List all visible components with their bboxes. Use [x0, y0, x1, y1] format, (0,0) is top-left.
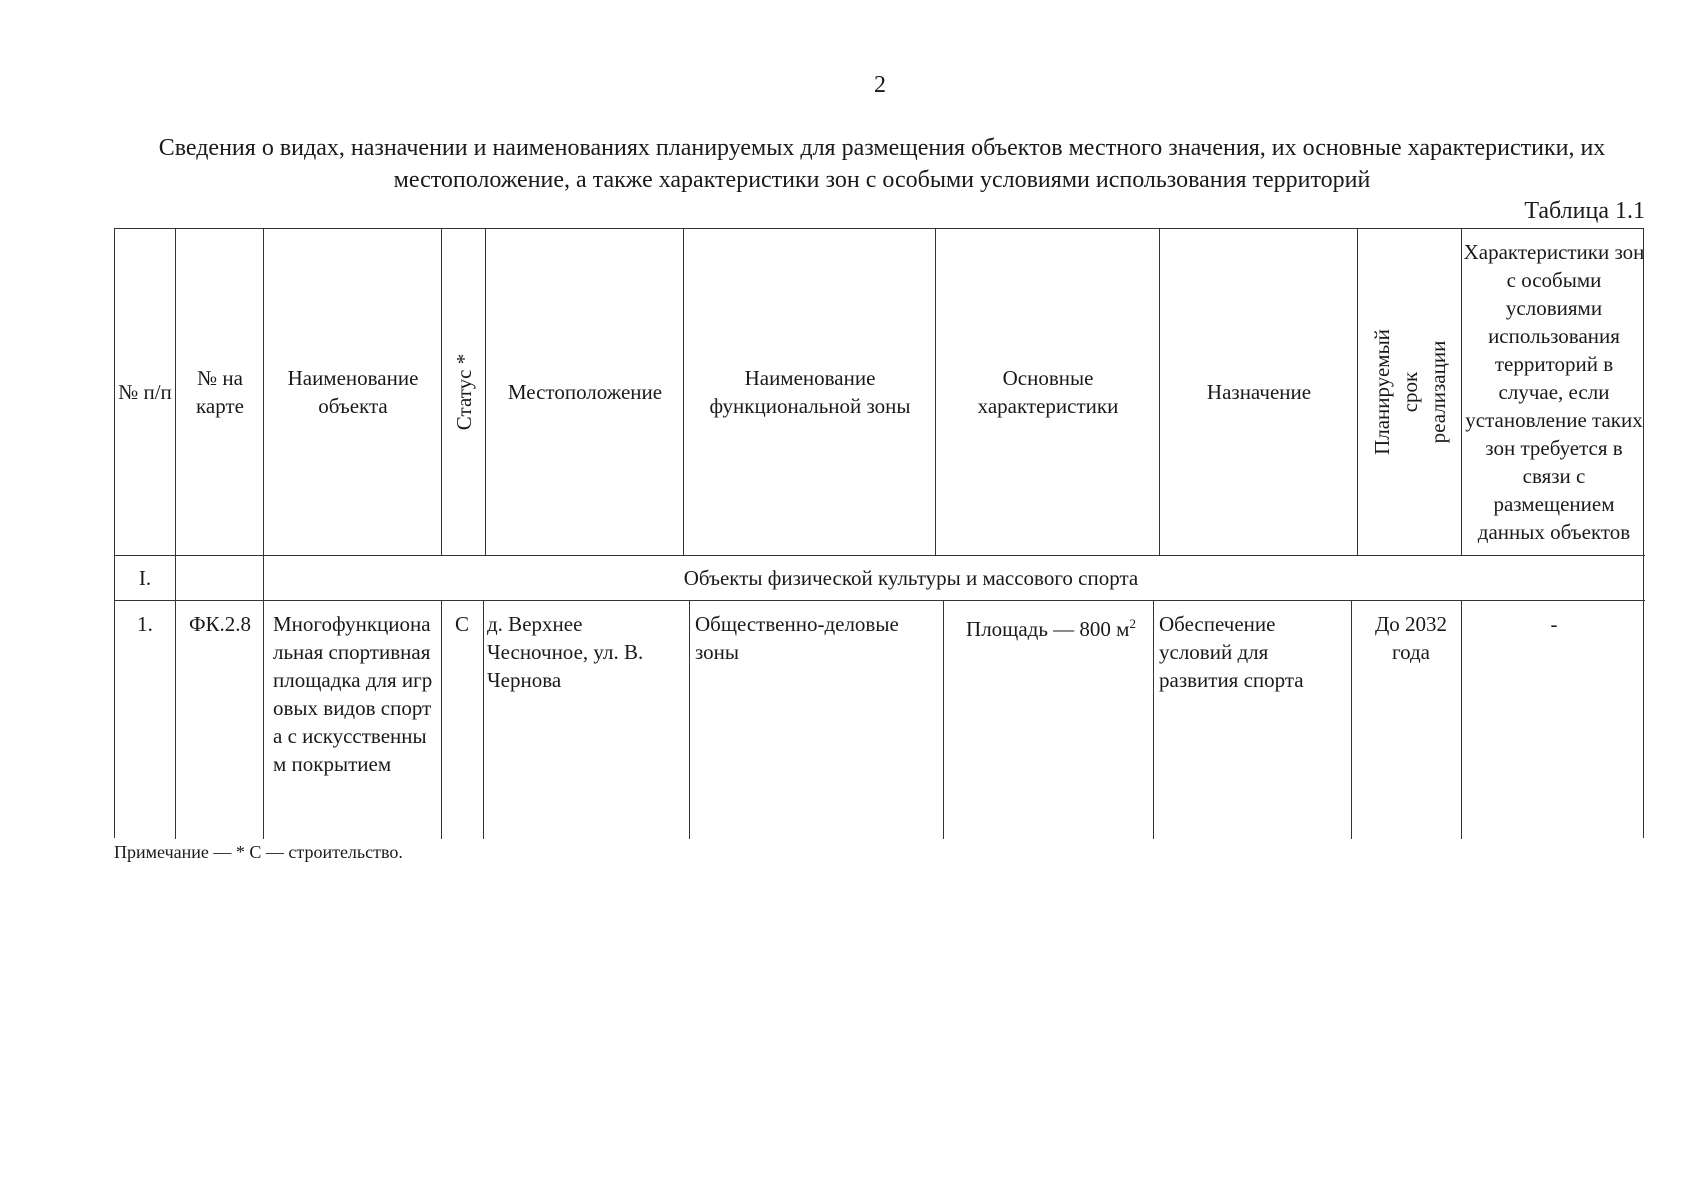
page-number: 2 — [874, 72, 886, 98]
header-characteristics: Основные характеристики — [977, 366, 1119, 418]
header-functional-zone: Наименование функциональной зоны — [709, 366, 911, 418]
document-title: Сведения о видах, назначении и наименованиях планируемых для размещения объектов местного значения, их основные характеристики, их местоположение, а также характеристики зон с особыми условиями использования территорий — [158, 135, 1606, 193]
row-functional-zone: Общественно-деловые зоны — [695, 612, 899, 664]
header-map-number: № на карте — [196, 366, 244, 418]
header-number: № п/п — [118, 380, 172, 404]
table-label: Таблица 1.1 — [1524, 198, 1645, 224]
row-purpose: Обеспечение условий для развития спорта — [1159, 612, 1304, 692]
row-status: С — [454, 612, 469, 636]
row-number: 1. — [137, 612, 153, 636]
header-term: Планируемый срок реализации — [1370, 329, 1451, 455]
header-status-cell — [443, 229, 485, 555]
header-special-zones: Характеристики зон с особыми условиями использования территорий в случае, если установление таких зон требуется в связи с размещением данных объектов — [1463, 240, 1645, 544]
header-term-cell — [1359, 229, 1461, 555]
row-characteristics-text: Площадь — 800 м — [966, 617, 1130, 641]
row-map-number: ФК.2.8 — [188, 612, 252, 636]
header-object-name: Наименование объекта — [287, 366, 419, 418]
row-object-name: Многофункциональная спортивная площадка для игровых видов спорта с искусственным покрытием — [273, 612, 433, 776]
row-special-zones: - — [1550, 612, 1558, 636]
header-status: Статус * — [452, 353, 477, 431]
row-characteristics — [951, 610, 1151, 643]
header-location: Местоположение — [507, 380, 663, 404]
row-term: До 2032 года — [1374, 612, 1448, 664]
row-location: д. Верхнее Чесночное, ул. В. Чернова — [487, 612, 644, 692]
section-number: I. — [138, 565, 152, 590]
objects-table — [114, 228, 1644, 838]
table-note: Примечание — * С — строительство. — [114, 842, 403, 862]
section-title: Объекты физической культуры и массового спорта — [683, 565, 1139, 590]
row-characteristics-sup: 2 — [1129, 616, 1136, 631]
header-purpose: Назначение — [1206, 380, 1312, 404]
